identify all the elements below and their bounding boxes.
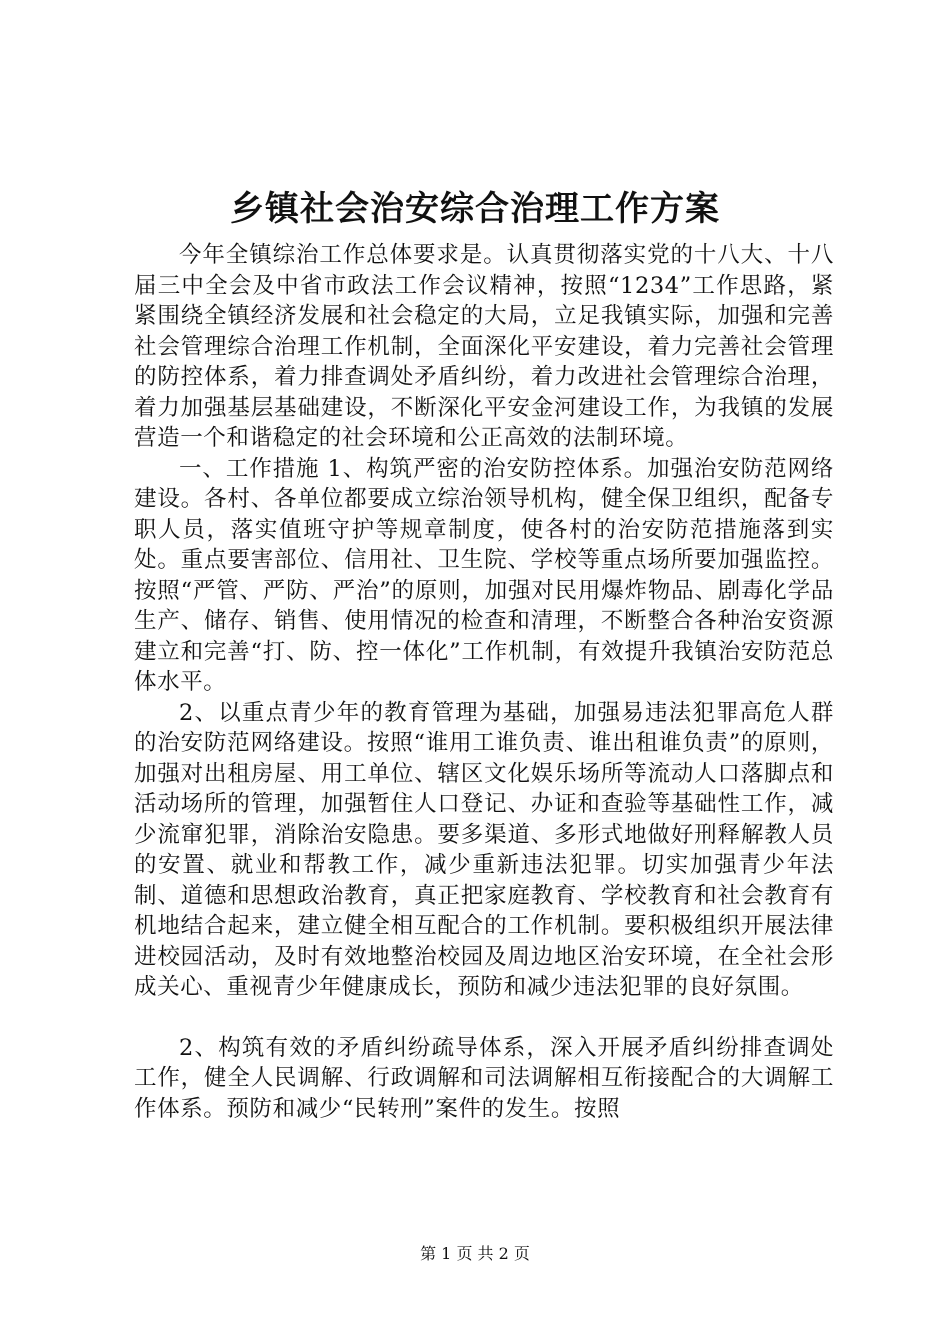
page-footer: 第 1 页 共 2 页 — [420, 1244, 530, 1263]
document-title: 乡镇社会治安综合治理工作方案 — [230, 189, 720, 229]
paragraph-intro: 今年全镇综治工作总体要求是。认真贯彻落实党的十八大、十八届三中全会及中省市政法工作会议精神，按照“1234”工作思路，紧紧围绕全镇经济发展和社会稳定的大局，立足我镇实际，加强和完善社会管理综合治理工作机制，全面深化平安建设，着力完善社会管理的防控体系，着力排查调处矛盾纠纷，着力改进社会管理综合治理，着力加强基层基础建设，不断深化平安金河建设工作，为我镇的发展营造一个和谐稳定的社会环境和公正高效的法制环境。 — [134, 242, 834, 451]
paragraph-measures-2: 2、以重点青少年的教育管理为基础，加强易违法犯罪高危人群的治安防范网络建设。按照“谁用工谁负责、谁出租谁负责”的原则，加强对出租房屋、用工单位、辖区文化娱乐场所等流动人口落脚点和活动场所的管理，加强暂住人口登记、办证和查验等基础性工作，减少流窜犯罪，消除治安隐患。要多渠道、多形式地做好刑释解教人员的安置、就业和帮教工作，减少重新违法犯罪。切实加强青少年法制、道德和思想政治教育，真正把家庭教育、学校教育和社会教育有机地结合起来，建立健全相互配合的工作机制。要积极组织开展法律进校园活动，及时有效地整治校园及周边地区治安环境，在全社会形成关心、重视青少年健康成长，预防和减少违法犯罪的良好氛围。 — [134, 699, 834, 1000]
document-body — [134, 240, 834, 1124]
paragraph-measures-3: 2、构筑有效的矛盾纠纷疏导体系，深入开展矛盾纠纷排查调处工作，健全人民调解、行政调解和司法调解相互衔接配合的大调解工作体系。预防和减少“民转刑”案件的发生。按照 — [134, 1034, 834, 1122]
paragraph-measures-1: 一、工作措施 1、构筑严密的治安防控体系。加强治安防范网络建设。各村、各单位都要成立综治领导机构，健全保卫组织，配备专职人员，落实值班守护等规章制度，使各村的治安防范措施落到实处。重点要害部位、信用社、卫生院、学校等重点场所要加强监控。按照“严管、严防、严治”的原则，加强对民用爆炸物品、剧毒化学品生产、储存、销售、使用情况的检查和清理，不断整合各种治安资源建立和完善“打、防、控一体化”工作机制，有效提升我镇治安防范总体水平。 — [134, 455, 834, 695]
